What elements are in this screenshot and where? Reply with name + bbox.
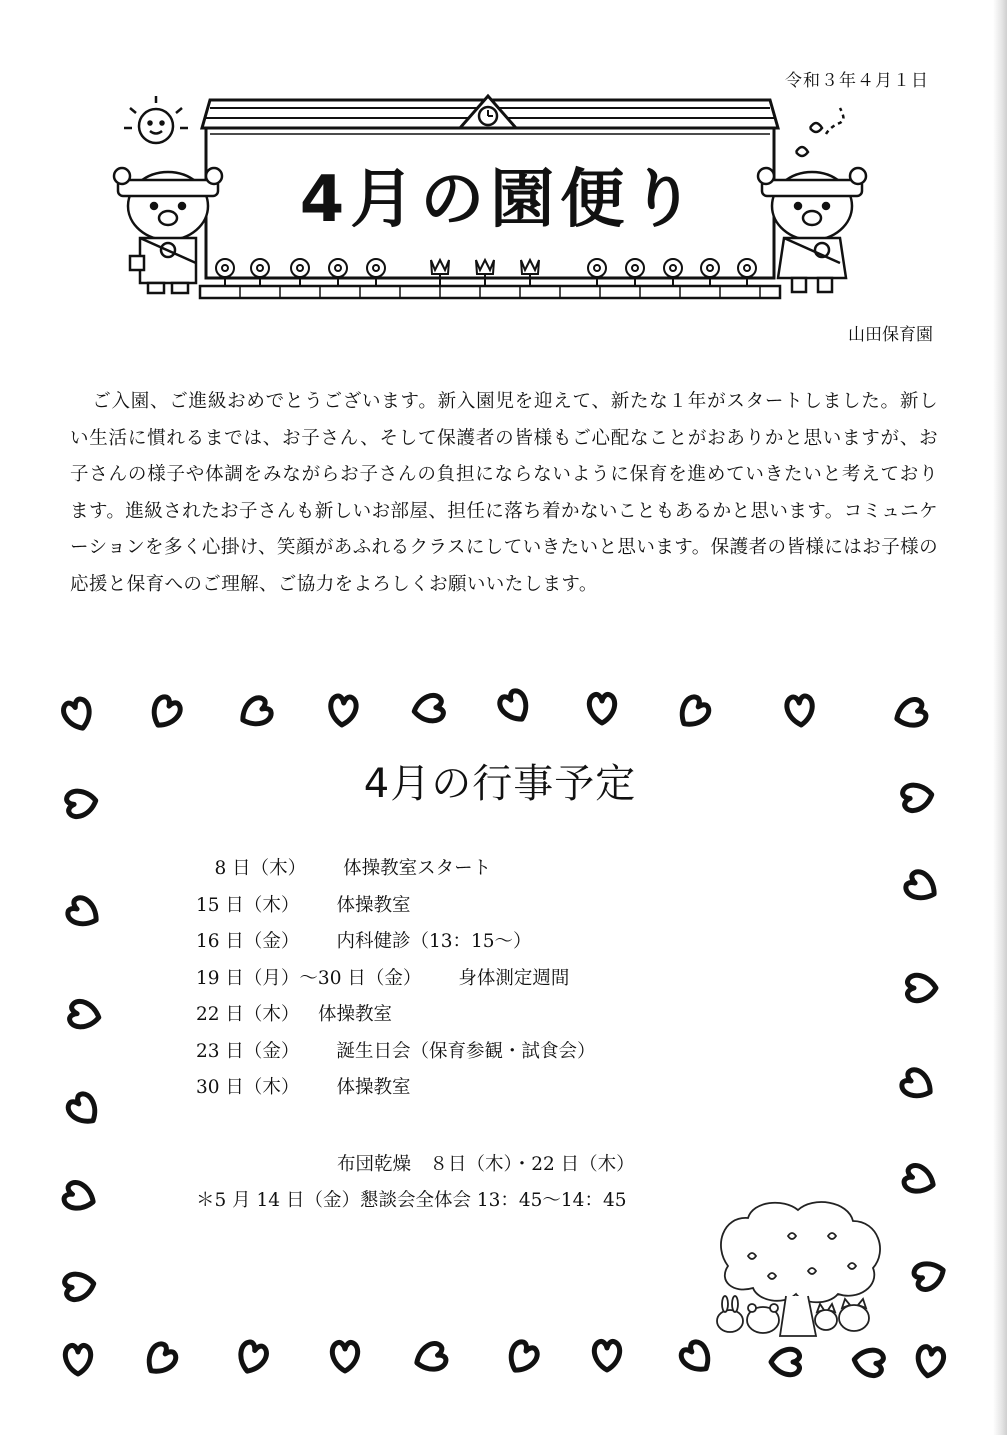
event-name: 内科健診（13：15～） — [336, 931, 532, 952]
sakura-petal-icon — [902, 1163, 937, 1197]
sakura-petal-icon — [65, 895, 102, 931]
event-date: 22 日（木） — [196, 1004, 300, 1025]
sakura-petal-icon — [589, 694, 614, 723]
sakura-petal-icon — [903, 869, 940, 905]
event-list — [196, 854, 816, 1110]
event-row — [196, 854, 816, 891]
sun-icon — [124, 96, 188, 143]
event-name: 体操教室 — [336, 1077, 411, 1098]
event-row — [196, 891, 816, 928]
sakura-petal-icon — [901, 782, 934, 812]
sakura-petal-icon — [899, 1067, 936, 1103]
sakura-petal-icon — [68, 1000, 101, 1030]
header-banner — [110, 88, 870, 308]
event-name: 体操教室 — [317, 1004, 392, 1025]
sakura-petal-icon — [61, 697, 95, 732]
cherry-tree-icon — [708, 1196, 888, 1346]
event-gap — [299, 891, 336, 928]
issue-date: 令和３年４月１日 — [785, 71, 929, 91]
sakura-petal-icon — [147, 694, 183, 731]
sakura-petal-icon — [912, 1258, 947, 1292]
sakura-petal-icon — [141, 1341, 179, 1379]
sakura-petal-icon — [235, 1340, 269, 1375]
event-gap — [421, 964, 458, 1001]
sakura-petal-icon — [907, 975, 936, 1000]
event-row — [196, 1073, 816, 1110]
event-date: 19 日（月）～30 日（金） — [196, 967, 422, 989]
sakura-petal-icon — [63, 1271, 96, 1301]
organization-name: 山田保育園 — [848, 325, 933, 345]
sakura-petal-icon — [497, 688, 533, 725]
event-gap — [299, 1037, 336, 1074]
sakura-petal-icon — [412, 694, 445, 724]
sakura-petal-icon — [62, 1180, 97, 1214]
event-row — [196, 964, 816, 1001]
futon-drying-note: 布団乾燥 ８日（木）・22 日（木） — [337, 1154, 635, 1175]
sakura-petal-icon — [852, 1347, 885, 1377]
sakura-petal-icon — [237, 695, 274, 731]
sakura-petal-icon — [65, 788, 98, 818]
event-name: 誕生日会（保育参観・試食会） — [336, 1040, 596, 1062]
event-date: 16 日（金） — [196, 931, 300, 952]
sakura-petal-icon — [674, 694, 712, 732]
sakura-petal-icon — [786, 695, 814, 726]
sakura-petal-icon — [594, 1341, 619, 1370]
event-row — [196, 1037, 816, 1074]
newsletter-title: 4月の園便り — [299, 163, 701, 237]
event-date: 8 日（木） — [196, 858, 307, 879]
sakura-petal-icon — [893, 697, 928, 731]
event-gap — [306, 854, 343, 891]
event-name: 体操教室 — [336, 894, 411, 916]
event-date: 30 日（木） — [196, 1077, 300, 1098]
sakura-petal-icon — [65, 1091, 103, 1129]
event-name: 身体測定週間 — [458, 967, 570, 989]
meeting-note: ＊5 月 14 日（金）懇談会全体会 13：45～14：45 — [196, 1190, 627, 1211]
event-gap — [299, 1000, 318, 1037]
event-date: 15 日（木） — [196, 894, 300, 916]
page-edge-shadow — [993, 0, 1007, 1435]
event-gap — [299, 1073, 336, 1110]
sakura-petal-icon — [332, 1342, 357, 1371]
event-date: 23 日（金） — [196, 1040, 300, 1062]
sakura-petal-icon — [65, 1345, 90, 1374]
event-name: 体操教室スタート — [343, 858, 492, 879]
sakura-petal-icon — [915, 1345, 945, 1378]
event-gap — [299, 927, 336, 964]
sakura-petal-icon — [504, 1339, 540, 1376]
event-row — [196, 927, 816, 964]
sakura-petal-icon — [771, 1349, 800, 1374]
event-row — [196, 1000, 816, 1037]
sakura-petal-icon — [329, 695, 357, 726]
flower-row — [216, 259, 756, 286]
intro-paragraph: ご入園、ご進級おめでとうございます。新入園児を迎えて、新たな１年がスタートしました。新しい生活に慣れるまでは、お子さん、そして保護者の皆様もご心配なことがおありかと思いますが、お子さんの様子や体調をみながらお子さんの負担にならないように保育を進めていきたいと考えております。進級されたお子さんも新しいお部屋、担任に落ち着かないこともあるかと思います。コミュニケーションを多く心掛け、笑顔があふれるクラスにしていきたいと思います。保護者の皆様にはお子様の応援と保育へのご理解、ご協力をよろしくお願いいたします。 — [70, 391, 938, 595]
schedule-title: 4月の行事予定 — [363, 761, 637, 807]
sakura-petal-icon — [413, 1341, 448, 1375]
